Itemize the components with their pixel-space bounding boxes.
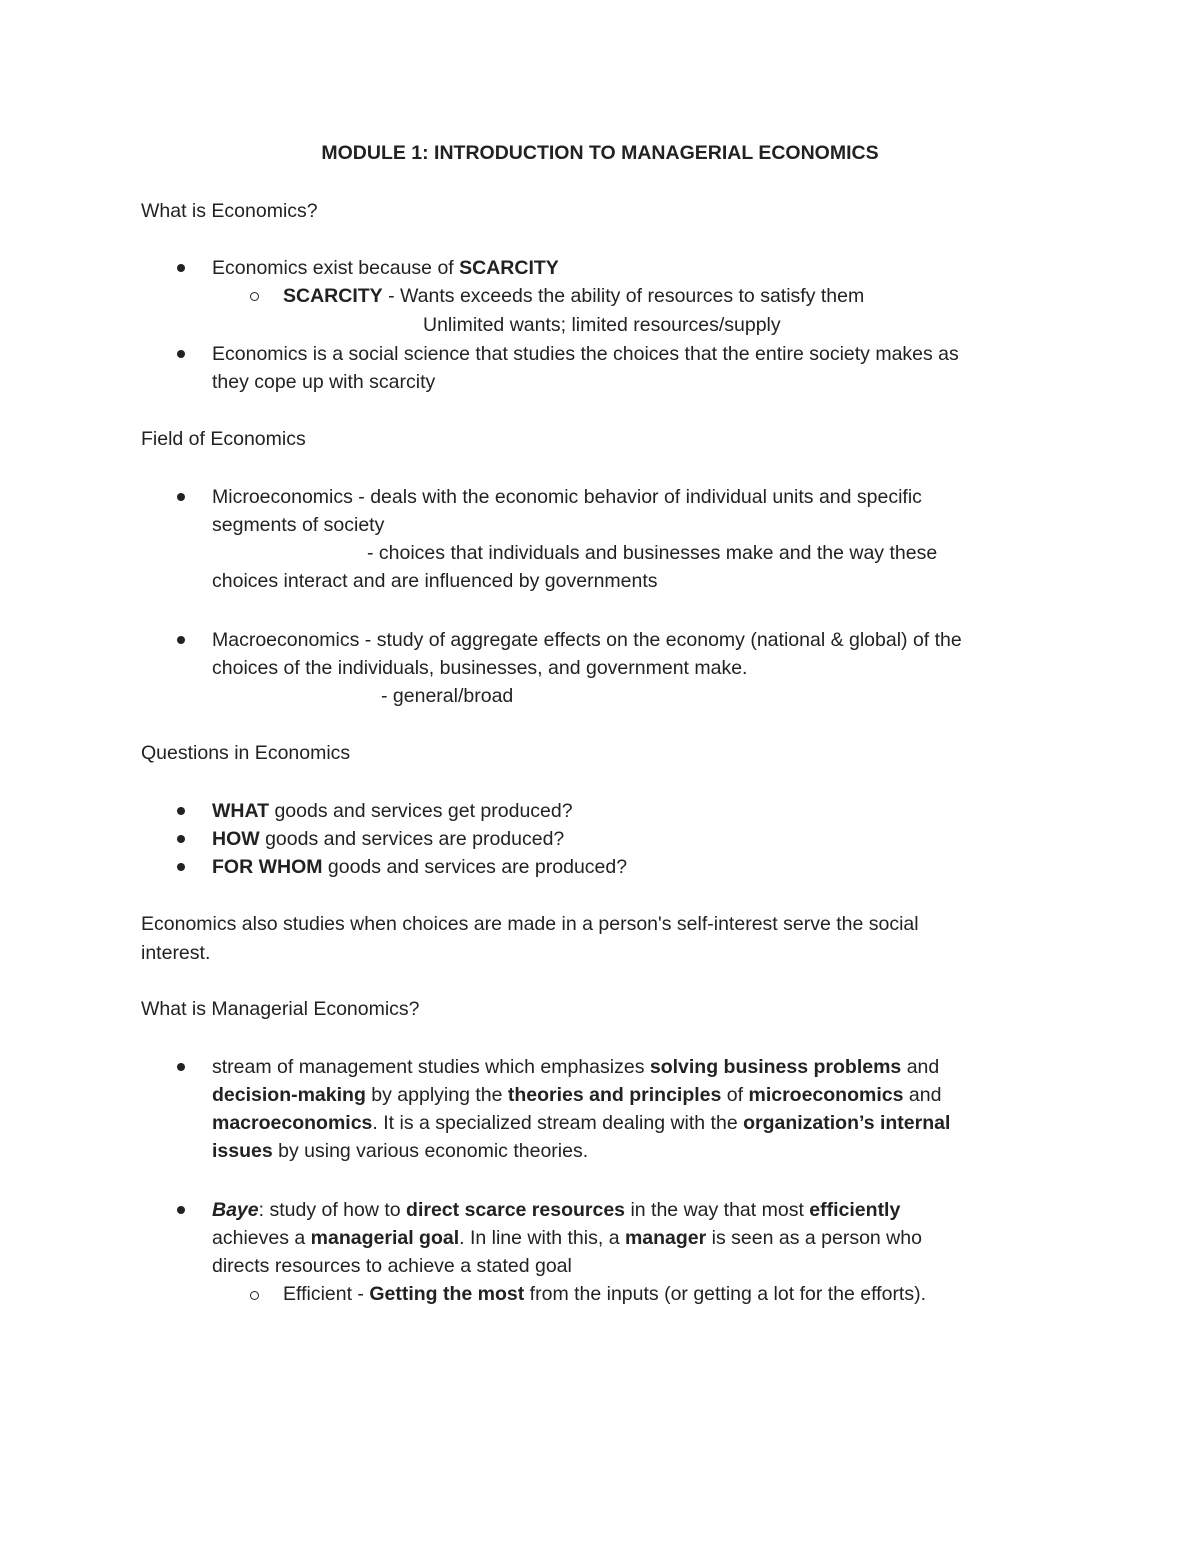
paragraph-self-interest-l1: Economics also studies when choices are made in a person's self-interest serve the social bbox=[141, 913, 919, 935]
heading-field-of-economics: Field of Economics bbox=[141, 428, 306, 450]
bullet-icon bbox=[177, 807, 185, 815]
list-item-how: HOW goods and services are produced? bbox=[212, 828, 565, 850]
list-item-stream-l3: macroeconomics. It is a specialized stream dealing with the organization’s internal bbox=[212, 1112, 951, 1134]
list-item-baye-l3: directs resources to achieve a stated goal bbox=[212, 1255, 572, 1277]
list-item-micro-l1: Microeconomics - deals with the economic behavior of individual units and specific bbox=[212, 486, 922, 508]
bullet-icon bbox=[177, 863, 185, 871]
list-item-baye-l1: Baye: study of how to direct scarce resources in the way that most efficiently bbox=[212, 1199, 901, 1221]
paragraph-self-interest-l2: interest. bbox=[141, 942, 211, 964]
bullet-icon bbox=[177, 1063, 185, 1071]
list-item-stream-l2: decision-making by applying the theories and principles of microeconomics and bbox=[212, 1084, 942, 1106]
bullet-icon bbox=[177, 350, 185, 358]
list-item-macro-l2: choices of the individuals, businesses, and government make. bbox=[212, 657, 748, 679]
circle-bullet-icon bbox=[250, 292, 259, 301]
list-item-for-whom: FOR WHOM goods and services are produced? bbox=[212, 856, 628, 878]
list-item-social-science-l2: they cope up with scarcity bbox=[212, 371, 436, 393]
bullet-icon bbox=[177, 636, 185, 644]
list-item-scarcity: Economics exist because of SCARCITY bbox=[212, 257, 559, 279]
list-item-macro-l1: Macroeconomics - study of aggregate effects on the economy (national & global) of the bbox=[212, 629, 962, 651]
list-item-stream-l1: stream of management studies which emphasizes solving business problems and bbox=[212, 1056, 940, 1078]
list-item-micro-l2: segments of society bbox=[212, 514, 385, 536]
heading-what-is-economics: What is Economics? bbox=[141, 200, 318, 222]
list-item-social-science-l1: Economics is a social science that studies the choices that the entire society makes as bbox=[212, 343, 959, 365]
list-item-micro-l3: - choices that individuals and businesses make and the way these bbox=[367, 542, 938, 564]
sub-item-scarcity-definition: SCARCITY - Wants exceeds the ability of resources to satisfy them bbox=[283, 285, 865, 307]
bullet-icon bbox=[177, 1206, 185, 1214]
bullet-icon bbox=[177, 493, 185, 501]
list-item-what: WHAT goods and services get produced? bbox=[212, 800, 573, 822]
list-item-baye-l2: achieves a managerial goal. In line with this, a manager is seen as a person who bbox=[212, 1227, 922, 1249]
bullet-icon bbox=[177, 264, 185, 272]
list-item-micro-l4: choices interact and are influenced by governments bbox=[212, 570, 658, 592]
list-item-stream-l4: issues by using various economic theories. bbox=[212, 1140, 589, 1162]
heading-what-is-managerial-economics: What is Managerial Economics? bbox=[141, 998, 420, 1020]
page-title: MODULE 1: INTRODUCTION TO MANAGERIAL ECONOMICS bbox=[321, 142, 879, 164]
sub-item-efficient: Efficient - Getting the most from the inputs (or getting a lot for the efforts). bbox=[283, 1283, 927, 1305]
list-item-macro-l3: - general/broad bbox=[381, 685, 514, 707]
sub-item-continuation: Unlimited wants; limited resources/supply bbox=[423, 314, 781, 336]
bullet-icon bbox=[177, 835, 185, 843]
circle-bullet-icon bbox=[250, 1291, 259, 1300]
heading-questions-in-economics: Questions in Economics bbox=[141, 742, 351, 764]
